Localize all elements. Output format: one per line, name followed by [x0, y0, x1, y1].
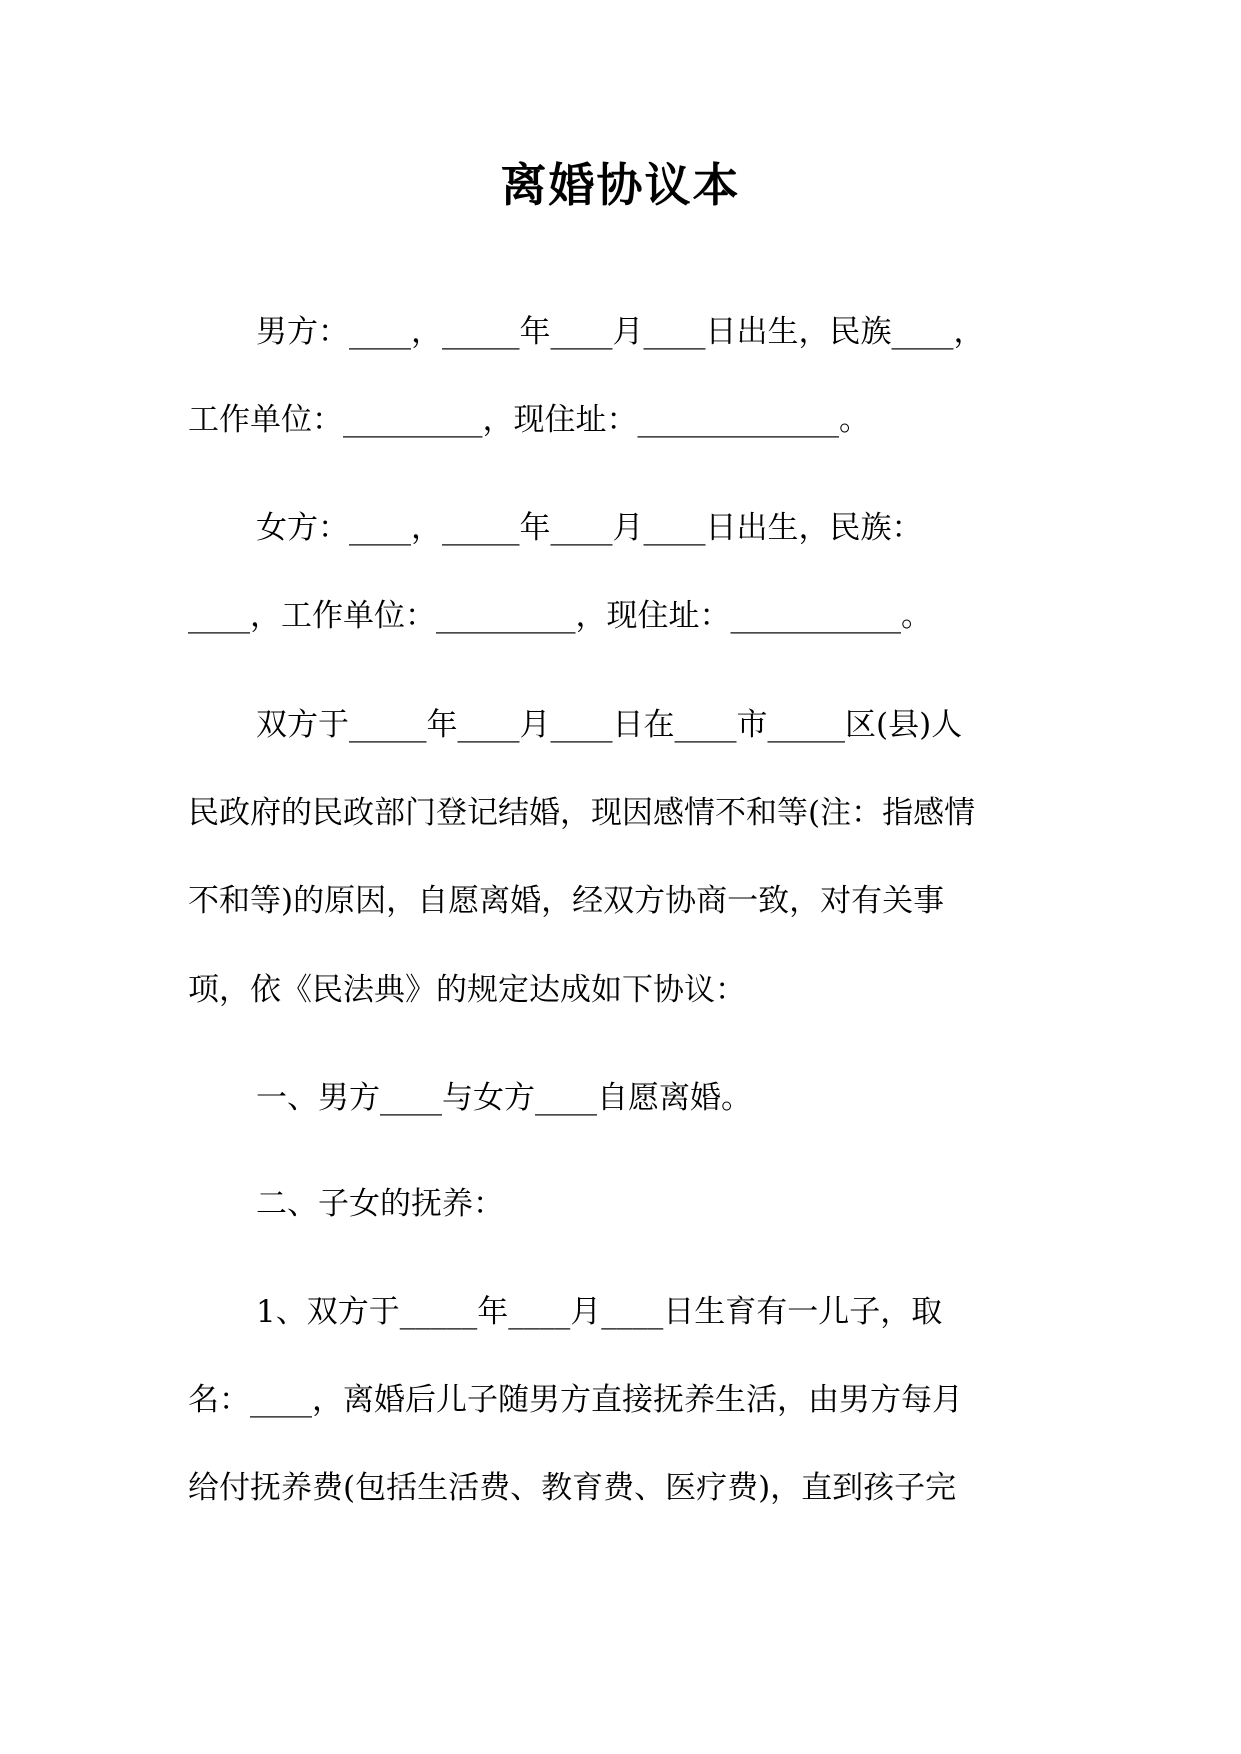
paragraph-female-info: 女方：____，_____年____月____日出生，民族：: [256, 510, 923, 546]
paragraph-female-info-cont: ____，工作单位：_________，现住址：___________。: [188, 598, 932, 634]
paragraph-marriage-registration-cont-2: 不和等)的原因，自愿离婚，经双方协商一致，对有关事: [188, 883, 945, 919]
document-title: 离婚协议本: [500, 158, 741, 212]
paragraph-marriage-registration-cont-1: 民政府的民政部门登记结婚，现因感情不和等(注：指感情: [188, 795, 976, 831]
clause-2-item-1: 1、双方于_____年____月____日生育有一儿子，取: [256, 1294, 943, 1330]
paragraph-marriage-registration-cont-3: 项，依《民法典》的规定达成如下协议：: [188, 972, 746, 1008]
paragraph-male-info-cont: 工作单位：_________，现住址：_____________。: [188, 402, 870, 438]
clause-2-heading: 二、子女的抚养：: [256, 1186, 504, 1222]
paragraph-male-info: 男方：____，_____年____月____日出生，民族____，: [256, 314, 985, 350]
clause-2-item-1-cont-1: 名：____，离婚后儿子随男方直接抚养生活，由男方每月: [188, 1382, 963, 1418]
clause-1-divorce: 一、男方____与女方____自愿离婚。: [256, 1080, 752, 1116]
paragraph-marriage-registration: 双方于_____年____月____日在____市_____区(县)人: [256, 707, 963, 743]
clause-2-item-1-cont-2: 给付抚养费(包括生活费、教育费、医疗费)，直到孩子完: [188, 1470, 957, 1506]
